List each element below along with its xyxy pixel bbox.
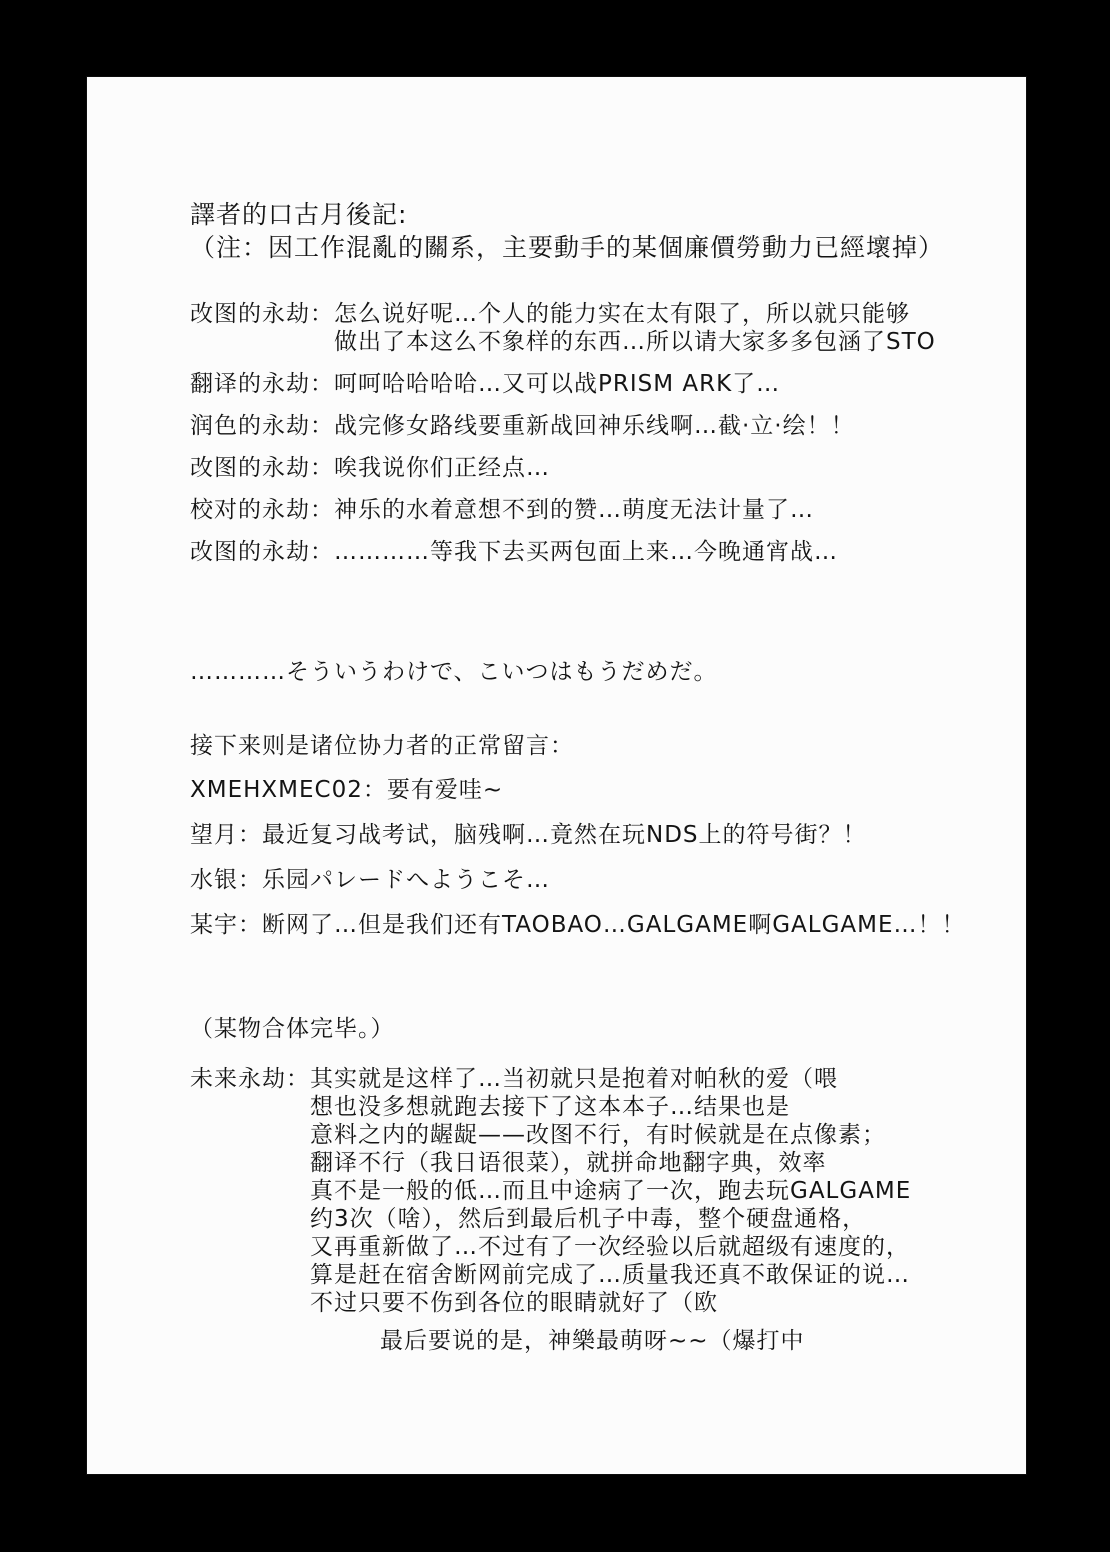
comment-lines — [310, 1065, 987, 1317]
comment-row — [190, 821, 987, 849]
comment-speaker: 改图的永劫： — [190, 539, 334, 565]
comment-lines — [334, 496, 987, 524]
comment-speaker: 校对的永劫： — [190, 497, 334, 523]
comment-row — [190, 412, 987, 440]
comment-line: 要有爱哇~ — [386, 777, 504, 803]
aside-note: （某物合体完毕。） — [190, 1016, 395, 1042]
comment-line: 想也没多想就跑去接下了这本本子…结果也是 — [310, 1094, 790, 1120]
comment-speaker: 改图的永劫： — [190, 301, 334, 327]
comment-line: 不过只要不伤到各位的眼睛就好了（欧 — [310, 1290, 718, 1316]
interlude-line: …………そういうわけで、こいつはもうだめだ。 — [190, 659, 718, 685]
comment-speaker: 改图的永劫： — [190, 455, 334, 481]
comment-lines — [262, 821, 987, 849]
comment-line: 约3次（啥），然后到最后机子中毒，整个硬盘通格， — [310, 1206, 867, 1232]
comment-line: …………等我下去买两包面上来…今晚通宵战… — [334, 539, 838, 565]
comment-row — [190, 370, 987, 398]
comment-line: 意料之内的龌龊——改图不行，有时候就是在点像素； — [310, 1122, 886, 1148]
comment-lines — [262, 866, 987, 894]
closing-line: 最后要说的是，神樂最萌呀~~（爆打中 — [380, 1328, 805, 1354]
afterword-title: 譯者的口古月後記: — [190, 200, 408, 229]
document-page — [86, 76, 1027, 1475]
comment-speaker: 水银： — [190, 867, 262, 893]
comment-speaker: 未来永劫： — [190, 1066, 310, 1092]
comment-line: 唉我说你们正经点… — [334, 455, 550, 481]
comment-line: 断网了…但是我们还有TAOBAO…GALGAME啊GALGAME…！！ — [262, 912, 966, 938]
comment-line: 真不是一般的低…而且中途病了一次，跑去玩GALGAME — [310, 1178, 912, 1204]
comment-line: 神乐的水着意想不到的赞…萌度无法计量了… — [334, 497, 814, 523]
final-comment-section — [190, 1065, 987, 1317]
comment-row — [190, 538, 987, 566]
staff-comments-section — [190, 300, 987, 566]
afterword-header — [190, 198, 987, 264]
comment-speaker: XMEHXMEC02： — [190, 777, 387, 803]
comment-line: 算是赶在宿舍断网前完成了…质量我还真不敢保证的说… — [310, 1262, 910, 1288]
comment-row — [190, 454, 987, 482]
comment-speaker: 望月： — [190, 822, 262, 848]
comment-row — [190, 1065, 987, 1317]
comment-row — [190, 496, 987, 524]
comment-lines — [262, 911, 987, 939]
comment-line: 乐园パレードへようこそ… — [262, 867, 550, 893]
comment-line: 战完修女路线要重新战回神乐线啊…截·立·绘！！ — [334, 413, 855, 439]
comment-lines — [334, 538, 987, 566]
comment-line: 怎么说好呢…个人的能力实在太有限了，所以就只能够 — [334, 301, 910, 327]
comment-speaker: 某宇： — [190, 912, 262, 938]
comment-row — [190, 866, 987, 894]
comment-lines — [334, 454, 987, 482]
comment-lines — [334, 370, 987, 398]
comment-lines — [334, 300, 987, 356]
comment-line: 又再重新做了…不过有了一次经验以后就超级有速度的， — [310, 1234, 910, 1260]
comment-speaker: 润色的永劫： — [190, 413, 334, 439]
comment-row — [190, 300, 987, 356]
comment-line: 其实就是这样了…当初就只是抱着对帕秋的爱（喂 — [310, 1066, 838, 1092]
comment-lines — [334, 412, 987, 440]
afterword-content — [190, 198, 987, 1355]
comment-row — [190, 776, 987, 804]
comment-line: 最近复习战考试，脑残啊…竟然在玩NDS上的符号街？！ — [262, 822, 867, 848]
comment-line: 呵呵哈哈哈哈…又可以战PRISM ARK了… — [334, 371, 781, 397]
comment-line: 做出了本这么不象样的东西…所以请大家多多包涵了STO — [334, 329, 936, 355]
collaborator-comments-section — [190, 776, 987, 939]
afterword-note: （注：因工作混亂的關系，主要動手的某個廉價勞動力已經壞掉） — [190, 233, 945, 262]
comment-lines — [387, 776, 987, 804]
comment-speaker: 翻译的永劫： — [190, 371, 334, 397]
collaborators-intro: 接下来则是诸位协力者的正常留言： — [190, 733, 574, 759]
comment-line: 翻译不行（我日语很菜），就拼命地翻字典，效率 — [310, 1150, 827, 1176]
comment-row — [190, 911, 987, 939]
